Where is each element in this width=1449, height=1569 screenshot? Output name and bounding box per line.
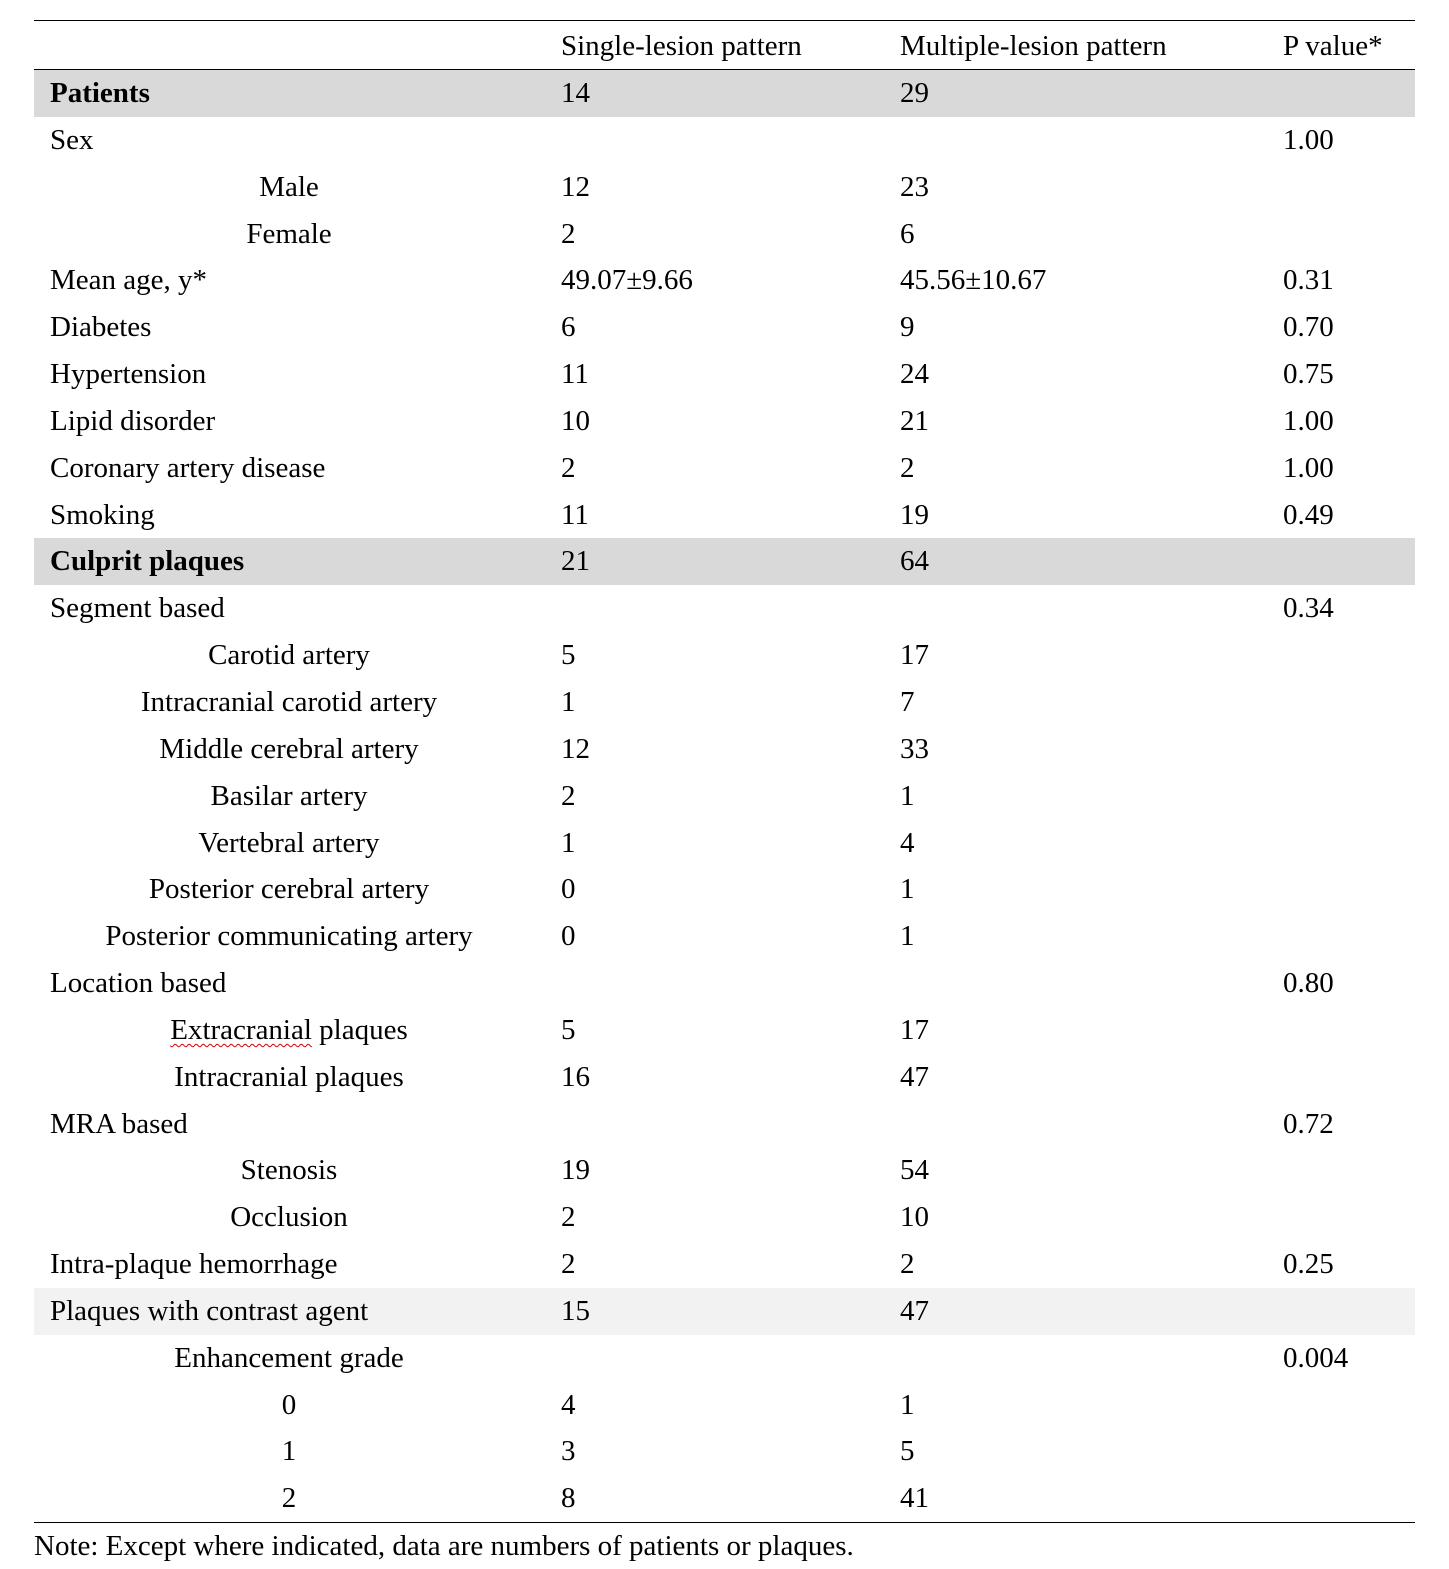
p-value: 0.34 — [1283, 592, 1334, 625]
multiple-lesion-value: 17 — [900, 1013, 929, 1046]
multiple-lesion-value: 29 — [900, 77, 929, 109]
table-row — [34, 1147, 1415, 1194]
table-body — [34, 70, 1415, 1522]
table-row — [34, 960, 1415, 1007]
row-label: Diabetes — [50, 311, 152, 344]
row-label: Plaques with contrast agent — [50, 1294, 369, 1327]
table-row — [34, 1475, 1415, 1522]
row-label-rest: plaques — [311, 1013, 408, 1046]
multiple-lesion-value: 10 — [900, 1201, 929, 1234]
table-row — [34, 164, 1415, 211]
p-value: 1.00 — [1283, 404, 1334, 437]
p-value: 0.004 — [1283, 1341, 1349, 1374]
multiple-lesion-value: 41 — [900, 1482, 929, 1515]
header-p-value: P value* — [1283, 30, 1383, 62]
table-row — [34, 679, 1415, 726]
row-label: Vertebral artery — [198, 826, 380, 859]
row-label: Intra-plaque hemorrhage — [50, 1248, 338, 1281]
row-label: Smoking — [50, 498, 155, 531]
row-label: Intracranial plaques — [174, 1060, 404, 1093]
header-row — [34, 21, 1415, 69]
multiple-lesion-value: 1 — [900, 873, 915, 906]
row-label: Location based — [50, 967, 227, 1000]
single-lesion-value: 5 — [561, 1013, 576, 1046]
table-row — [34, 726, 1415, 773]
single-lesion-value: 0 — [561, 873, 576, 906]
single-lesion-value: 14 — [561, 77, 590, 109]
single-lesion-value: 49.07±9.66 — [561, 264, 693, 297]
row-label: Culprit plaques — [50, 545, 245, 578]
single-lesion-value: 21 — [561, 545, 590, 578]
p-value: 0.72 — [1283, 1107, 1334, 1140]
row-label: 1 — [281, 1435, 297, 1468]
table-row — [34, 351, 1415, 398]
multiple-lesion-value: 64 — [900, 545, 929, 578]
multiple-lesion-value: 2 — [900, 451, 915, 484]
table-row — [34, 1194, 1415, 1241]
table-row — [34, 1382, 1415, 1429]
table-row — [34, 866, 1415, 913]
single-lesion-value: 11 — [561, 358, 589, 391]
row-label: Carotid artery — [208, 639, 370, 672]
table-row — [34, 257, 1415, 304]
multiple-lesion-value: 47 — [900, 1294, 929, 1327]
single-lesion-value: 15 — [561, 1294, 590, 1327]
table-row — [34, 820, 1415, 867]
p-value: 0.70 — [1283, 311, 1334, 344]
single-lesion-value: 16 — [561, 1060, 590, 1093]
row-label: Occlusion — [230, 1201, 348, 1234]
multiple-lesion-value: 6 — [900, 217, 915, 250]
multiple-lesion-value: 19 — [900, 498, 929, 531]
single-lesion-value: 2 — [561, 451, 576, 484]
p-value: 0.25 — [1283, 1248, 1334, 1281]
row-label: Mean age, y* — [50, 264, 208, 297]
multiple-lesion-value: 7 — [900, 685, 915, 718]
table-row — [34, 585, 1415, 632]
single-lesion-value: 2 — [561, 1248, 576, 1281]
single-lesion-value: 4 — [561, 1388, 576, 1421]
table-row — [34, 538, 1415, 585]
multiple-lesion-value: 33 — [900, 732, 929, 765]
single-lesion-value: 19 — [561, 1154, 590, 1187]
single-lesion-value: 10 — [561, 404, 590, 437]
table-row — [34, 304, 1415, 351]
single-lesion-value: 5 — [561, 639, 576, 672]
table-row — [34, 70, 1415, 117]
row-label: MRA based — [50, 1107, 188, 1140]
single-lesion-value: 6 — [561, 311, 576, 344]
multiple-lesion-value: 23 — [900, 170, 929, 203]
multiple-lesion-value: 2 — [900, 1248, 915, 1281]
spellcheck-word: Extracranial — [170, 1013, 312, 1046]
row-label: Lipid disorder — [50, 404, 216, 437]
header-multiple-lesion: Multiple-lesion pattern — [900, 30, 1167, 62]
single-lesion-value: 2 — [561, 217, 576, 250]
row-label: Basilar artery — [210, 779, 368, 812]
row-label — [34, 1007, 544, 1054]
multiple-lesion-value: 1 — [900, 920, 915, 953]
table-note: Note: Except where indicated, data are numbers of patients or plaques. — [34, 1530, 854, 1562]
header-single-lesion: Single-lesion pattern — [561, 30, 802, 62]
table-row — [34, 492, 1415, 539]
multiple-lesion-value: 5 — [900, 1435, 915, 1468]
multiple-lesion-value: 1 — [900, 1388, 915, 1421]
table-row — [34, 1335, 1415, 1382]
p-value: 0.75 — [1283, 358, 1334, 391]
single-lesion-value: 2 — [561, 779, 576, 812]
multiple-lesion-value: 9 — [900, 311, 915, 344]
row-label: 2 — [281, 1482, 297, 1515]
row-label: Posterior cerebral artery — [148, 873, 430, 906]
multiple-lesion-value: 24 — [900, 358, 929, 391]
multiple-lesion-value: 1 — [900, 779, 915, 812]
row-label: Sex — [50, 123, 94, 156]
multiple-lesion-value: 47 — [900, 1060, 929, 1093]
table-row — [34, 913, 1415, 960]
table-row — [34, 117, 1415, 164]
row-label: Segment based — [50, 592, 225, 625]
multiple-lesion-value: 4 — [900, 826, 915, 859]
p-value: 1.00 — [1283, 123, 1334, 156]
table-row — [34, 1241, 1415, 1288]
row-label: Stenosis — [240, 1154, 338, 1187]
row-label: Hypertension — [50, 358, 207, 391]
single-lesion-value: 2 — [561, 1201, 576, 1234]
table-row — [34, 632, 1415, 679]
table-row — [34, 1007, 1415, 1054]
p-value: 1.00 — [1283, 451, 1334, 484]
multiple-lesion-value: 17 — [900, 639, 929, 672]
table-row — [34, 773, 1415, 820]
table-row — [34, 1428, 1415, 1475]
row-label: Coronary artery disease — [50, 451, 326, 484]
table-row — [34, 1288, 1415, 1335]
single-lesion-value: 12 — [561, 732, 590, 765]
multiple-lesion-value: 45.56±10.67 — [900, 264, 1047, 297]
table-row — [34, 398, 1415, 445]
single-lesion-value: 0 — [561, 920, 576, 953]
p-value: 0.31 — [1283, 264, 1334, 297]
row-label: 0 — [281, 1388, 297, 1421]
single-lesion-value: 3 — [561, 1435, 576, 1468]
row-label: Intracranial carotid artery — [140, 685, 438, 718]
p-value: 0.49 — [1283, 498, 1334, 531]
multiple-lesion-value: 21 — [900, 404, 929, 437]
single-lesion-value: 1 — [561, 685, 576, 718]
row-label: Patients — [50, 77, 150, 109]
table-row — [34, 445, 1415, 492]
single-lesion-value: 12 — [561, 170, 590, 203]
single-lesion-value: 1 — [561, 826, 576, 859]
table-row — [34, 211, 1415, 258]
row-label: Female — [246, 217, 332, 250]
characteristics-table — [34, 20, 1415, 1523]
row-label: Posterior communicating artery — [105, 920, 473, 953]
p-value: 0.80 — [1283, 967, 1334, 1000]
row-label: Middle cerebral artery — [159, 732, 419, 765]
row-label: Male — [259, 170, 319, 203]
single-lesion-value: 11 — [561, 498, 589, 531]
row-label: Enhancement grade — [174, 1341, 404, 1374]
table-row — [34, 1101, 1415, 1148]
multiple-lesion-value: 54 — [900, 1154, 929, 1187]
table-row — [34, 1054, 1415, 1101]
single-lesion-value: 8 — [561, 1482, 576, 1515]
